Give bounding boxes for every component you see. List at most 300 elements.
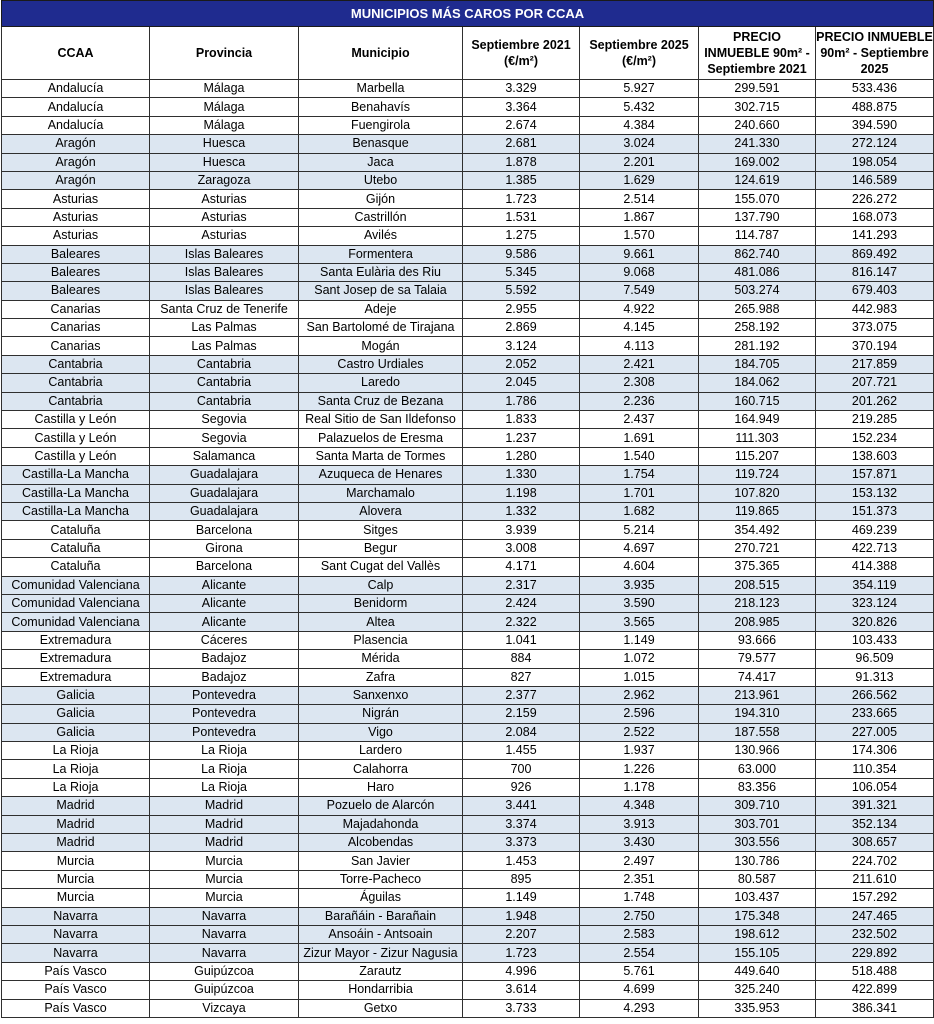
cell-precio-2025: 211.610 <box>816 870 934 888</box>
cell-provincia: Cáceres <box>150 631 299 649</box>
cell-sept-2021: 2.084 <box>463 723 580 741</box>
cell-precio-2021: 213.961 <box>699 686 816 704</box>
cell-sept-2021: 2.159 <box>463 705 580 723</box>
cell-precio-2021: 83.356 <box>699 778 816 796</box>
cell-ccaa: Murcia <box>2 852 150 870</box>
cell-provincia: Alicante <box>150 576 299 594</box>
cell-provincia: Murcia <box>150 889 299 907</box>
table-row <box>2 411 934 429</box>
cell-provincia: Segovia <box>150 429 299 447</box>
cell-municipio: Utebo <box>299 171 463 189</box>
cell-municipio: Avilés <box>299 227 463 245</box>
municipios-table <box>1 0 934 1018</box>
cell-sept-2021: 3.441 <box>463 797 580 815</box>
table-row <box>2 374 934 392</box>
cell-provincia: Málaga <box>150 98 299 116</box>
cell-precio-2021: 198.612 <box>699 925 816 943</box>
cell-sept-2025: 1.149 <box>580 631 699 649</box>
cell-municipio: Azuqueca de Henares <box>299 466 463 484</box>
cell-ccaa: Extremadura <box>2 668 150 686</box>
cell-precio-2021: 302.715 <box>699 98 816 116</box>
table-row <box>2 319 934 337</box>
cell-sept-2025: 2.437 <box>580 411 699 429</box>
cell-ccaa: País Vasco <box>2 962 150 980</box>
cell-precio-2021: 208.985 <box>699 613 816 631</box>
cell-precio-2021: 184.062 <box>699 374 816 392</box>
cell-ccaa: Cataluña <box>2 558 150 576</box>
cell-municipio: Sant Josep de sa Talaia <box>299 282 463 300</box>
cell-sept-2025: 3.565 <box>580 613 699 631</box>
cell-municipio: Sanxenxo <box>299 686 463 704</box>
cell-ccaa: Comunidad Valenciana <box>2 613 150 631</box>
cell-sept-2025: 4.697 <box>580 539 699 557</box>
cell-provincia: Alicante <box>150 613 299 631</box>
cell-provincia: Málaga <box>150 80 299 98</box>
cell-precio-2025: 229.892 <box>816 944 934 962</box>
cell-provincia: Vizcaya <box>150 999 299 1017</box>
cell-municipio: Sitges <box>299 521 463 539</box>
table-row <box>2 392 934 410</box>
cell-sept-2021: 1.453 <box>463 852 580 870</box>
cell-precio-2021: 299.591 <box>699 80 816 98</box>
cell-precio-2025: 91.313 <box>816 668 934 686</box>
cell-sept-2021: 827 <box>463 668 580 686</box>
cell-precio-2025: 488.875 <box>816 98 934 116</box>
cell-provincia: Islas Baleares <box>150 263 299 281</box>
table-row <box>2 778 934 796</box>
cell-municipio: Zarautz <box>299 962 463 980</box>
cell-municipio: Águilas <box>299 889 463 907</box>
cell-sept-2025: 2.497 <box>580 852 699 870</box>
cell-ccaa: Canarias <box>2 337 150 355</box>
header-sept-2025: Septiembre 2025 (€/m²) <box>580 27 699 80</box>
cell-precio-2021: 208.515 <box>699 576 816 594</box>
table-row <box>2 686 934 704</box>
cell-provincia: Las Palmas <box>150 319 299 337</box>
cell-sept-2025: 2.514 <box>580 190 699 208</box>
header-precio-2021: PRECIO INMUEBLE 90m² - Septiembre 2021 <box>699 27 816 80</box>
cell-ccaa: Castilla-La Mancha <box>2 484 150 502</box>
cell-provincia: Guipúzcoa <box>150 981 299 999</box>
cell-precio-2021: 335.953 <box>699 999 816 1017</box>
cell-ccaa: La Rioja <box>2 760 150 778</box>
cell-provincia: Asturias <box>150 190 299 208</box>
cell-municipio: Zizur Mayor - Zizur Nagusia <box>299 944 463 962</box>
cell-ccaa: Cantabria <box>2 374 150 392</box>
cell-provincia: Pontevedra <box>150 686 299 704</box>
cell-sept-2025: 5.761 <box>580 962 699 980</box>
cell-municipio: Hondarribia <box>299 981 463 999</box>
cell-provincia: Asturias <box>150 227 299 245</box>
cell-sept-2021: 2.317 <box>463 576 580 594</box>
cell-sept-2021: 9.586 <box>463 245 580 263</box>
cell-sept-2025: 1.226 <box>580 760 699 778</box>
cell-precio-2021: 175.348 <box>699 907 816 925</box>
cell-sept-2021: 926 <box>463 778 580 796</box>
cell-sept-2025: 9.661 <box>580 245 699 263</box>
cell-sept-2021: 1.531 <box>463 208 580 226</box>
cell-precio-2021: 241.330 <box>699 135 816 153</box>
cell-precio-2025: 152.234 <box>816 429 934 447</box>
cell-provincia: Salamanca <box>150 447 299 465</box>
cell-sept-2025: 2.583 <box>580 925 699 943</box>
table-row <box>2 502 934 520</box>
cell-sept-2021: 3.364 <box>463 98 580 116</box>
cell-precio-2021: 270.721 <box>699 539 816 557</box>
cell-precio-2025: 151.373 <box>816 502 934 520</box>
table-row <box>2 907 934 925</box>
cell-precio-2025: 391.321 <box>816 797 934 815</box>
cell-precio-2021: 63.000 <box>699 760 816 778</box>
cell-precio-2021: 503.274 <box>699 282 816 300</box>
cell-sept-2025: 3.913 <box>580 815 699 833</box>
cell-ccaa: Extremadura <box>2 650 150 668</box>
cell-ccaa: Castilla-La Mancha <box>2 502 150 520</box>
cell-provincia: Islas Baleares <box>150 282 299 300</box>
cell-precio-2025: 266.562 <box>816 686 934 704</box>
cell-sept-2021: 884 <box>463 650 580 668</box>
cell-provincia: Murcia <box>150 870 299 888</box>
cell-precio-2025: 141.293 <box>816 227 934 245</box>
cell-municipio: Pozuelo de Alarcón <box>299 797 463 815</box>
cell-ccaa: Castilla y León <box>2 411 150 429</box>
cell-sept-2025: 2.421 <box>580 355 699 373</box>
cell-ccaa: Murcia <box>2 889 150 907</box>
cell-municipio: Plasencia <box>299 631 463 649</box>
cell-ccaa: Galicia <box>2 686 150 704</box>
cell-municipio: Calp <box>299 576 463 594</box>
table-row <box>2 190 934 208</box>
cell-sept-2021: 2.045 <box>463 374 580 392</box>
cell-provincia: Cantabria <box>150 355 299 373</box>
cell-precio-2025: 679.403 <box>816 282 934 300</box>
table-row <box>2 282 934 300</box>
cell-precio-2021: 155.070 <box>699 190 816 208</box>
cell-ccaa: Asturias <box>2 208 150 226</box>
cell-provincia: Málaga <box>150 116 299 134</box>
cell-ccaa: Murcia <box>2 870 150 888</box>
cell-sept-2021: 3.329 <box>463 80 580 98</box>
table-title: MUNICIPIOS MÁS CAROS POR CCAA <box>2 1 934 27</box>
cell-precio-2021: 130.786 <box>699 852 816 870</box>
cell-ccaa: Baleares <box>2 282 150 300</box>
cell-precio-2025: 106.054 <box>816 778 934 796</box>
cell-provincia: Barcelona <box>150 558 299 576</box>
cell-precio-2025: 232.502 <box>816 925 934 943</box>
cell-ccaa: Madrid <box>2 834 150 852</box>
cell-precio-2025: 138.603 <box>816 447 934 465</box>
header-precio-2025: PRECIO INMUEBLE 90m² - Septiembre 2025 <box>816 27 934 80</box>
cell-sept-2021: 1.198 <box>463 484 580 502</box>
cell-sept-2025: 2.554 <box>580 944 699 962</box>
cell-ccaa: Aragón <box>2 171 150 189</box>
cell-sept-2025: 1.701 <box>580 484 699 502</box>
cell-sept-2025: 5.432 <box>580 98 699 116</box>
cell-precio-2025: 422.899 <box>816 981 934 999</box>
table-row <box>2 999 934 1017</box>
table-row <box>2 852 934 870</box>
cell-precio-2021: 80.587 <box>699 870 816 888</box>
cell-sept-2025: 4.145 <box>580 319 699 337</box>
cell-precio-2025: 320.826 <box>816 613 934 631</box>
table-row <box>2 245 934 263</box>
cell-provincia: Huesca <box>150 153 299 171</box>
cell-sept-2025: 2.750 <box>580 907 699 925</box>
cell-sept-2021: 1.332 <box>463 502 580 520</box>
table-row <box>2 815 934 833</box>
cell-municipio: Benasque <box>299 135 463 153</box>
cell-precio-2021: 124.619 <box>699 171 816 189</box>
cell-provincia: Navarra <box>150 907 299 925</box>
table-row <box>2 834 934 852</box>
table-row <box>2 705 934 723</box>
cell-precio-2021: 119.724 <box>699 466 816 484</box>
cell-sept-2025: 1.178 <box>580 778 699 796</box>
table-row <box>2 723 934 741</box>
cell-sept-2025: 3.024 <box>580 135 699 153</box>
cell-ccaa: La Rioja <box>2 742 150 760</box>
cell-precio-2025: 103.433 <box>816 631 934 649</box>
cell-sept-2025: 1.570 <box>580 227 699 245</box>
cell-ccaa: Navarra <box>2 944 150 962</box>
cell-sept-2025: 1.748 <box>580 889 699 907</box>
cell-precio-2021: 449.640 <box>699 962 816 980</box>
table-row <box>2 797 934 815</box>
cell-ccaa: Canarias <box>2 319 150 337</box>
cell-ccaa: Navarra <box>2 925 150 943</box>
cell-precio-2025: 272.124 <box>816 135 934 153</box>
table-row <box>2 300 934 318</box>
table-row <box>2 263 934 281</box>
cell-municipio: Castro Urdiales <box>299 355 463 373</box>
cell-ccaa: Cantabria <box>2 355 150 373</box>
cell-precio-2021: 130.966 <box>699 742 816 760</box>
cell-precio-2021: 481.086 <box>699 263 816 281</box>
cell-sept-2025: 2.351 <box>580 870 699 888</box>
cell-precio-2025: 370.194 <box>816 337 934 355</box>
table-row <box>2 631 934 649</box>
cell-municipio: Gijón <box>299 190 463 208</box>
table-row <box>2 484 934 502</box>
cell-municipio: Benidorm <box>299 594 463 612</box>
cell-precio-2025: 157.292 <box>816 889 934 907</box>
cell-municipio: Vigo <box>299 723 463 741</box>
cell-ccaa: Baleares <box>2 245 150 263</box>
cell-precio-2025: 816.147 <box>816 263 934 281</box>
cell-precio-2021: 155.105 <box>699 944 816 962</box>
cell-sept-2021: 2.052 <box>463 355 580 373</box>
cell-sept-2025: 4.113 <box>580 337 699 355</box>
cell-sept-2021: 1.275 <box>463 227 580 245</box>
table-row <box>2 742 934 760</box>
cell-provincia: Guipúzcoa <box>150 962 299 980</box>
cell-municipio: Altea <box>299 613 463 631</box>
header-row <box>2 27 934 80</box>
cell-provincia: Segovia <box>150 411 299 429</box>
table-row <box>2 870 934 888</box>
cell-municipio: San Javier <box>299 852 463 870</box>
cell-precio-2025: 207.721 <box>816 374 934 392</box>
cell-precio-2021: 325.240 <box>699 981 816 999</box>
cell-sept-2021: 3.008 <box>463 539 580 557</box>
cell-ccaa: Galicia <box>2 705 150 723</box>
cell-precio-2021: 74.417 <box>699 668 816 686</box>
cell-sept-2021: 1.455 <box>463 742 580 760</box>
cell-municipio: Santa Eulària des Riu <box>299 263 463 281</box>
cell-ccaa: Extremadura <box>2 631 150 649</box>
cell-precio-2025: 174.306 <box>816 742 934 760</box>
table-row <box>2 558 934 576</box>
cell-municipio: Santa Cruz de Bezana <box>299 392 463 410</box>
cell-municipio: Ansoáin - Antsoain <box>299 925 463 943</box>
cell-sept-2021: 1.833 <box>463 411 580 429</box>
cell-municipio: Lardero <box>299 742 463 760</box>
cell-ccaa: Aragón <box>2 135 150 153</box>
cell-municipio: Calahorra <box>299 760 463 778</box>
cell-ccaa: Comunidad Valenciana <box>2 594 150 612</box>
cell-ccaa: País Vasco <box>2 999 150 1017</box>
table-row <box>2 521 934 539</box>
cell-sept-2021: 2.674 <box>463 116 580 134</box>
cell-provincia: Huesca <box>150 135 299 153</box>
cell-sept-2025: 3.590 <box>580 594 699 612</box>
table-row <box>2 171 934 189</box>
cell-sept-2021: 2.681 <box>463 135 580 153</box>
cell-provincia: Santa Cruz de Tenerife <box>150 300 299 318</box>
cell-sept-2025: 1.682 <box>580 502 699 520</box>
cell-sept-2025: 3.935 <box>580 576 699 594</box>
cell-sept-2021: 1.723 <box>463 190 580 208</box>
cell-municipio: Laredo <box>299 374 463 392</box>
cell-ccaa: Castilla-La Mancha <box>2 466 150 484</box>
cell-precio-2021: 309.710 <box>699 797 816 815</box>
cell-precio-2021: 218.123 <box>699 594 816 612</box>
cell-provincia: Cantabria <box>150 374 299 392</box>
cell-municipio: Fuengirola <box>299 116 463 134</box>
cell-sept-2025: 9.068 <box>580 263 699 281</box>
cell-sept-2021: 3.373 <box>463 834 580 852</box>
cell-precio-2025: 157.871 <box>816 466 934 484</box>
cell-sept-2021: 1.237 <box>463 429 580 447</box>
cell-precio-2025: 394.590 <box>816 116 934 134</box>
cell-sept-2021: 2.322 <box>463 613 580 631</box>
cell-sept-2021: 1.041 <box>463 631 580 649</box>
cell-provincia: Islas Baleares <box>150 245 299 263</box>
cell-provincia: Navarra <box>150 925 299 943</box>
cell-sept-2025: 3.430 <box>580 834 699 852</box>
cell-sept-2025: 5.927 <box>580 80 699 98</box>
cell-precio-2025: 414.388 <box>816 558 934 576</box>
cell-sept-2025: 2.962 <box>580 686 699 704</box>
cell-precio-2021: 79.577 <box>699 650 816 668</box>
cell-sept-2025: 2.596 <box>580 705 699 723</box>
cell-precio-2021: 111.303 <box>699 429 816 447</box>
cell-precio-2021: 303.556 <box>699 834 816 852</box>
cell-municipio: Zafra <box>299 668 463 686</box>
cell-precio-2025: 227.005 <box>816 723 934 741</box>
cell-ccaa: Canarias <box>2 300 150 318</box>
cell-ccaa: Galicia <box>2 723 150 741</box>
cell-municipio: Barañáin - Barañain <box>299 907 463 925</box>
cell-precio-2025: 110.354 <box>816 760 934 778</box>
cell-provincia: Guadalajara <box>150 466 299 484</box>
cell-precio-2021: 115.207 <box>699 447 816 465</box>
cell-precio-2025: 442.983 <box>816 300 934 318</box>
cell-sept-2025: 2.308 <box>580 374 699 392</box>
table-row <box>2 337 934 355</box>
cell-precio-2025: 219.285 <box>816 411 934 429</box>
cell-sept-2021: 4.996 <box>463 962 580 980</box>
cell-provincia: Madrid <box>150 834 299 852</box>
cell-provincia: Asturias <box>150 208 299 226</box>
cell-municipio: Alcobendas <box>299 834 463 852</box>
table-row <box>2 135 934 153</box>
cell-ccaa: Castilla y León <box>2 429 150 447</box>
cell-precio-2025: 352.134 <box>816 815 934 833</box>
cell-precio-2025: 422.713 <box>816 539 934 557</box>
cell-sept-2021: 1.330 <box>463 466 580 484</box>
cell-provincia: Badajoz <box>150 650 299 668</box>
cell-ccaa: La Rioja <box>2 778 150 796</box>
cell-precio-2025: 869.492 <box>816 245 934 263</box>
table-row <box>2 981 934 999</box>
table-row <box>2 576 934 594</box>
cell-ccaa: Madrid <box>2 797 150 815</box>
cell-precio-2021: 194.310 <box>699 705 816 723</box>
table-row <box>2 80 934 98</box>
cell-municipio: Begur <box>299 539 463 557</box>
cell-ccaa: Cantabria <box>2 392 150 410</box>
cell-provincia: La Rioja <box>150 742 299 760</box>
table-row <box>2 539 934 557</box>
cell-precio-2021: 862.740 <box>699 245 816 263</box>
cell-sept-2025: 1.691 <box>580 429 699 447</box>
cell-precio-2021: 375.365 <box>699 558 816 576</box>
cell-precio-2021: 93.666 <box>699 631 816 649</box>
cell-municipio: Benahavís <box>299 98 463 116</box>
table-row <box>2 613 934 631</box>
cell-municipio: Getxo <box>299 999 463 1017</box>
cell-municipio: Marbella <box>299 80 463 98</box>
header-sept-2021: Septiembre 2021 (€/m²) <box>463 27 580 80</box>
cell-precio-2021: 258.192 <box>699 319 816 337</box>
cell-precio-2025: 96.509 <box>816 650 934 668</box>
table-row <box>2 668 934 686</box>
cell-provincia: Barcelona <box>150 521 299 539</box>
cell-precio-2025: 226.272 <box>816 190 934 208</box>
cell-precio-2025: 201.262 <box>816 392 934 410</box>
cell-municipio: Castrillón <box>299 208 463 226</box>
cell-municipio: Jaca <box>299 153 463 171</box>
cell-sept-2021: 2.377 <box>463 686 580 704</box>
table-row <box>2 98 934 116</box>
cell-provincia: Murcia <box>150 852 299 870</box>
header-municipio: Municipio <box>299 27 463 80</box>
cell-ccaa: Navarra <box>2 907 150 925</box>
cell-sept-2025: 1.937 <box>580 742 699 760</box>
cell-provincia: La Rioja <box>150 778 299 796</box>
cell-ccaa: País Vasco <box>2 981 150 999</box>
cell-precio-2025: 247.465 <box>816 907 934 925</box>
cell-precio-2021: 160.715 <box>699 392 816 410</box>
table-row <box>2 594 934 612</box>
cell-ccaa: Andalucía <box>2 80 150 98</box>
cell-ccaa: Baleares <box>2 263 150 281</box>
cell-sept-2021: 1.786 <box>463 392 580 410</box>
cell-provincia: Guadalajara <box>150 484 299 502</box>
cell-sept-2021: 5.345 <box>463 263 580 281</box>
cell-sept-2021: 1.149 <box>463 889 580 907</box>
